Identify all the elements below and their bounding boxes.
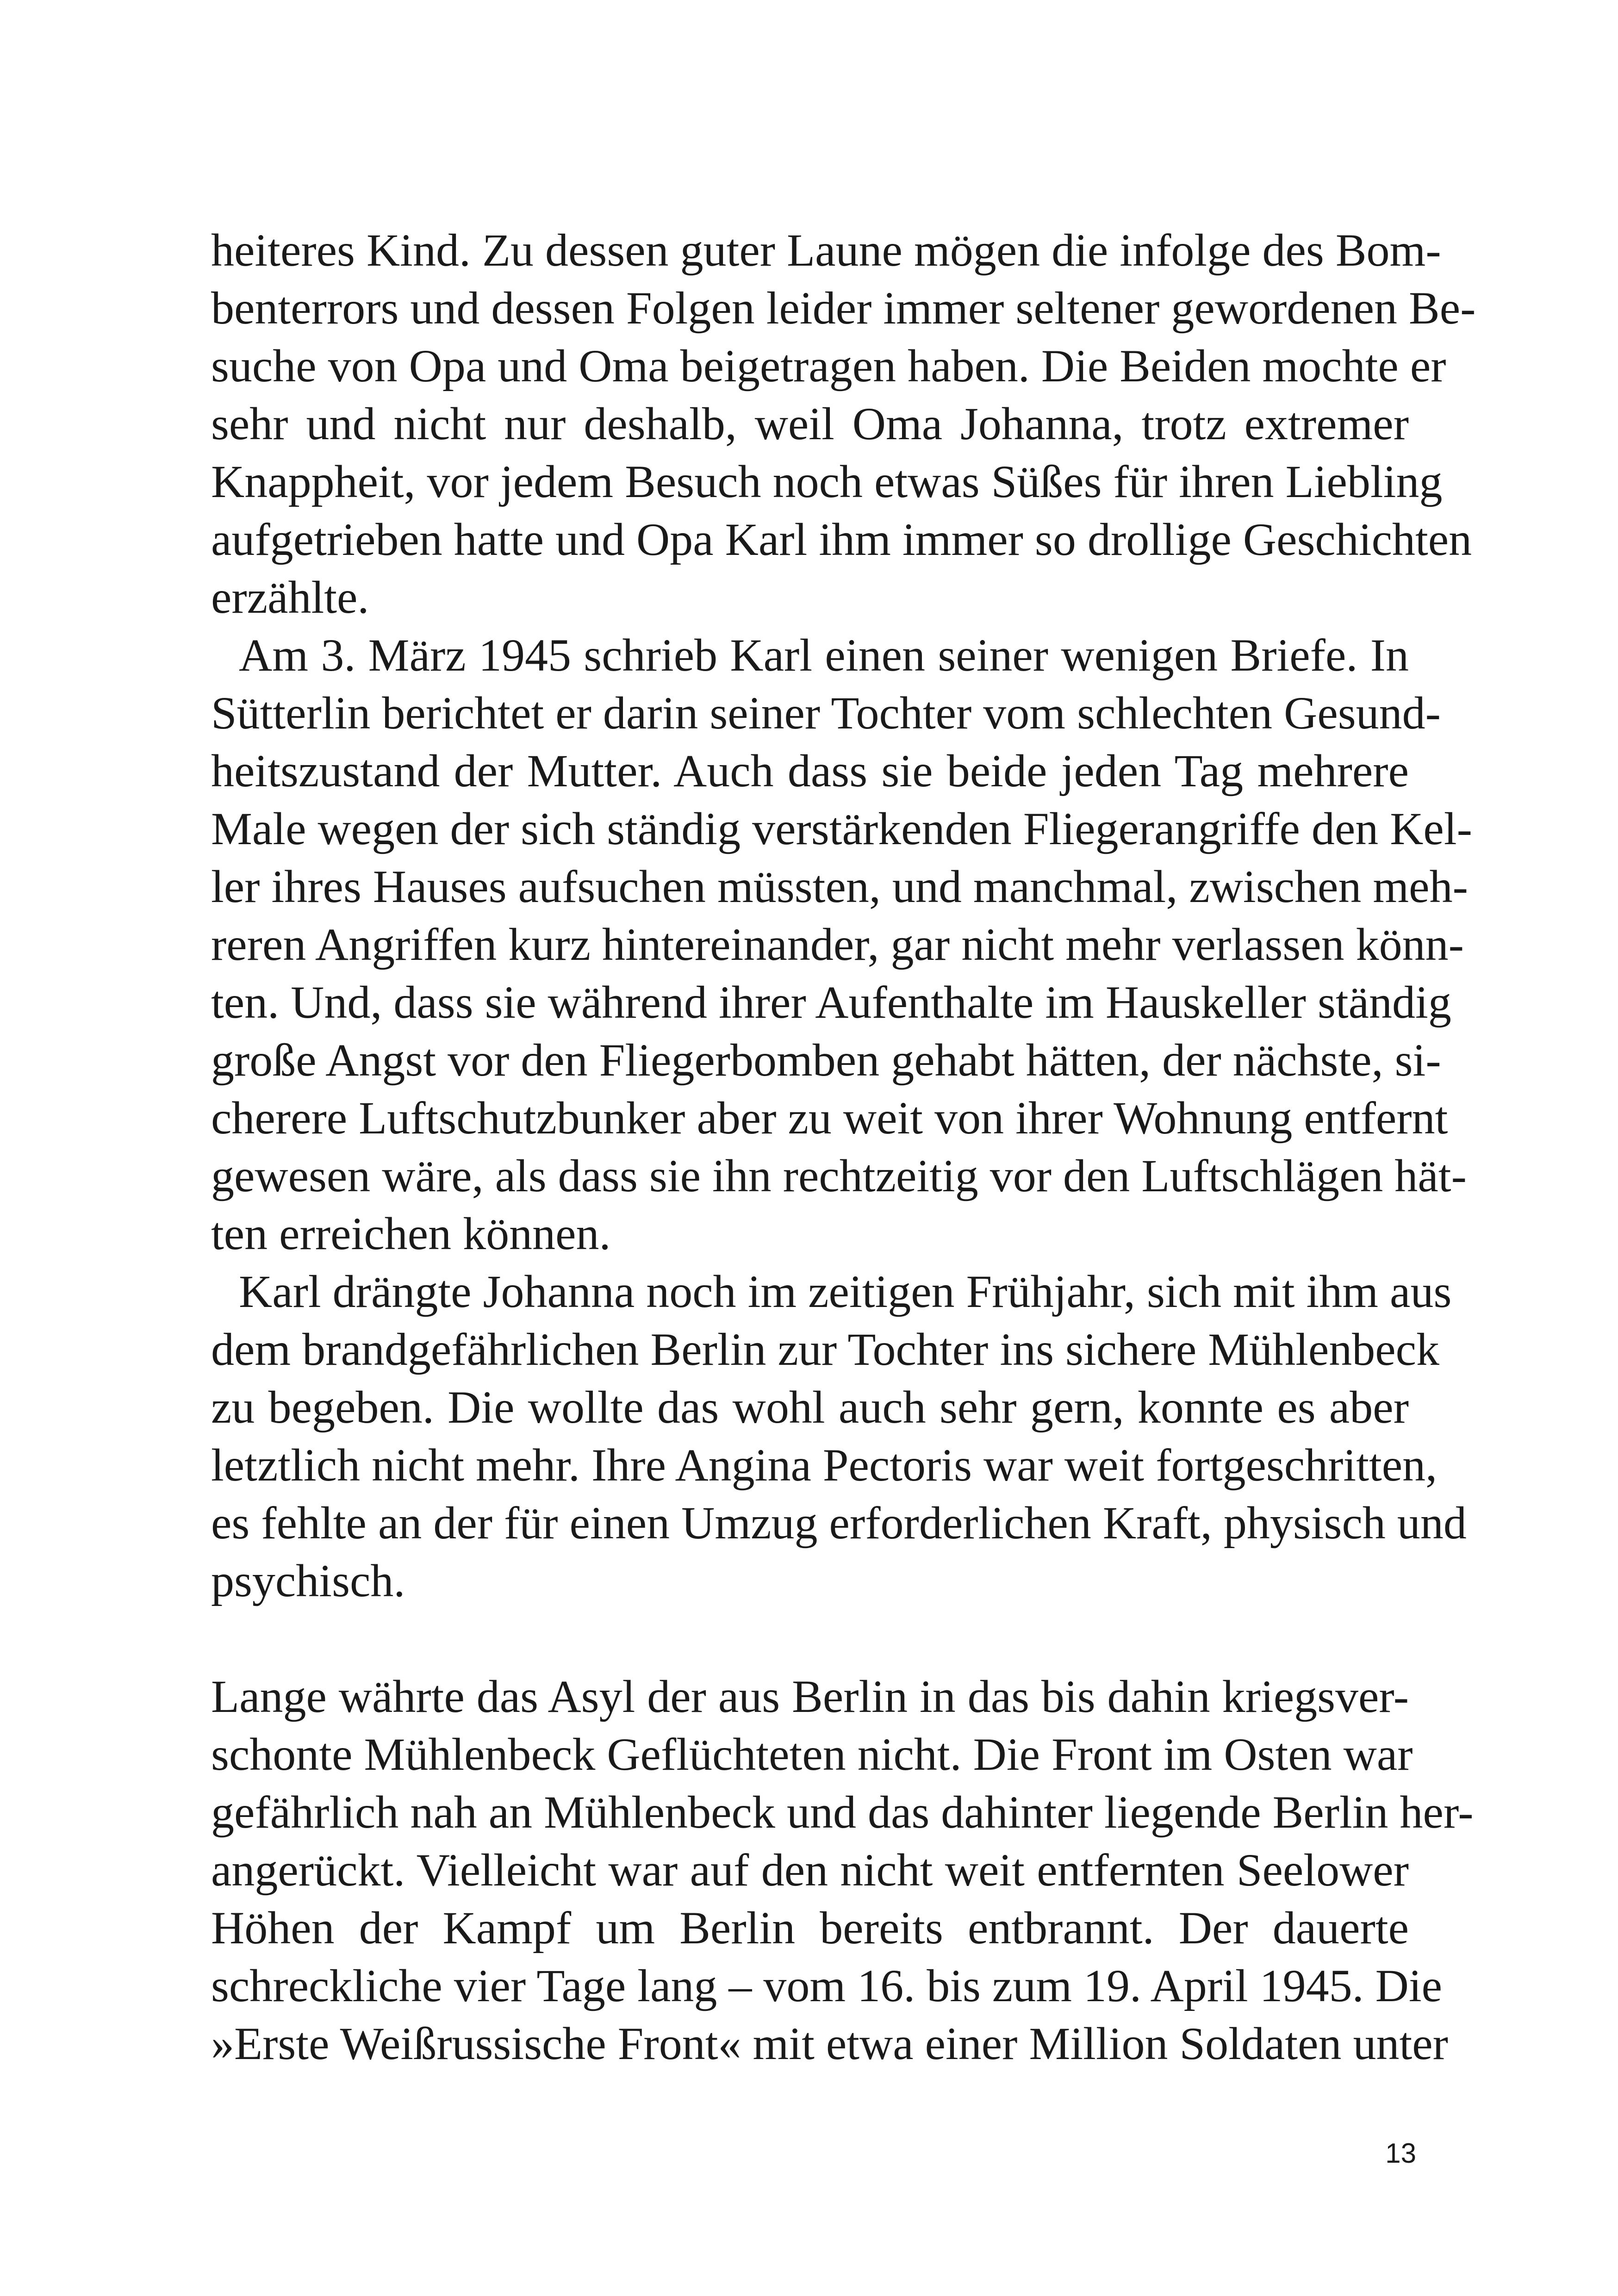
text-line: ten erreichen können. xyxy=(211,1208,611,1259)
text-line: suche von Opa und Oma beigetragen haben. Die Beiden mochte er xyxy=(211,340,1446,392)
text-line: es fehlte an der für einen Umzug erforderlichen Kraft, physisch und xyxy=(211,1497,1467,1549)
text-line: reren Angriffen kurz hintereinander, gar nicht mehr verlassen könn- xyxy=(211,919,1464,970)
text-line: angerückt. Vielleicht war auf den nicht weit entfernten Seelower xyxy=(211,1844,1409,1896)
text-line: schreckliche vier Tage lang – vom 16. bis zum 19. April 1945. Die xyxy=(211,1960,1443,2011)
text-line: gewesen wäre, als dass sie ihn rechtzeitig vor den Luftschlägen hät- xyxy=(211,1150,1467,1201)
text-line: Male wegen der sich ständig verstärkenden Fliegerangriffe den Kel- xyxy=(211,803,1472,854)
text-line: sehr und nicht nur deshalb, weil Oma Johanna, trotz extremer xyxy=(211,398,1409,449)
text-line: ten. Und, dass sie während ihrer Aufenthalte im Hauskeller ständig xyxy=(211,977,1451,1028)
text-line: erzählte. xyxy=(211,572,369,623)
text-line: cherere Luftschutzbunker aber zu weit von ihrer Wohnung entfernt xyxy=(211,1092,1448,1144)
text-line: Höhen der Kampf um Berlin bereits entbrannt. Der dauerte xyxy=(211,1902,1409,1954)
text-line: heitszustand der Mutter. Auch dass sie beide jeden Tag mehrere xyxy=(211,745,1409,796)
text-line: schonte Mühlenbeck Geflüchteten nicht. Die Front im Osten war xyxy=(211,1729,1413,1780)
text-line: ler ihres Hauses aufsuchen müssten, und manchmal, zwischen meh- xyxy=(211,861,1468,912)
text-line: gefährlich nah an Mühlenbeck und das dahinter liegende Berlin her- xyxy=(211,1786,1474,1838)
body-text xyxy=(211,221,1476,2069)
text-line: dem brandgefährlichen Berlin zur Tochter ins sichere Mühlenbeck xyxy=(211,1324,1440,1375)
text-line: letztlich nicht mehr. Ihre Angina Pectoris war weit fortgeschritten, xyxy=(211,1439,1438,1491)
text-line: große Angst vor den Fliegerbomben gehabt hätten, der nächste, si- xyxy=(211,1034,1441,1086)
text-line: Knappheit, vor jedem Besuch noch etwas Süßes für ihren Liebling xyxy=(211,456,1443,507)
text-line: Am 3. März 1945 schrieb Karl einen seiner wenigen Briefe. In xyxy=(239,629,1409,681)
text-line: psychisch. xyxy=(211,1555,405,1606)
text-line: aufgetrieben hatte und Opa Karl ihm immer so drollige Geschichten xyxy=(211,514,1472,565)
text-line: zu begeben. Die wollte das wohl auch sehr gern, konnte es aber xyxy=(211,1381,1409,1433)
text-line: heiteres Kind. Zu dessen guter Laune mögen die infolge des Bom- xyxy=(211,224,1441,276)
text-line: Karl drängte Johanna noch im zeitigen Frühjahr, sich mit ihm aus xyxy=(239,1266,1452,1317)
page-number: 13 xyxy=(1385,2138,1416,2169)
text-line: benterrors und dessen Folgen leider immer seltener gewordenen Be- xyxy=(211,282,1476,334)
text-line: Lange währte das Asyl der aus Berlin in das bis dahin kriegsver- xyxy=(211,1671,1409,1722)
text-line: »Erste Weißrussische Front« mit etwa einer Million Soldaten unter xyxy=(211,2018,1448,2069)
text-line: Sütterlin berichtet er darin seiner Tochter vom schlechten Gesund- xyxy=(211,687,1441,739)
